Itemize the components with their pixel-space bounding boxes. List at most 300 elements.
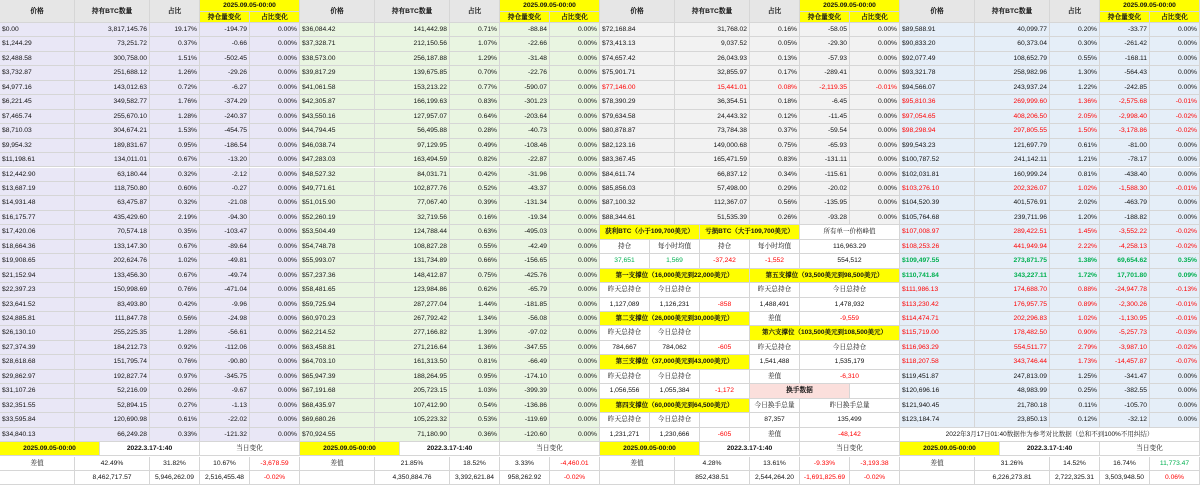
holding-cell[interactable]: 239,711.96: [975, 211, 1050, 225]
chg-cell[interactable]: -495.03: [500, 225, 550, 239]
price-cell[interactable]: $19,908.65: [0, 254, 75, 268]
pct-cell[interactable]: 0.81%: [1050, 168, 1100, 182]
chg-cell[interactable]: -1.13: [200, 399, 250, 413]
holding-cell[interactable]: 150,998.69: [75, 283, 150, 297]
pct-cell[interactable]: 2.05%: [1050, 110, 1100, 124]
pct-cell[interactable]: 0.36%: [450, 428, 500, 442]
pchg-cell[interactable]: 0.00%: [250, 283, 300, 297]
pct-cell[interactable]: 0.92%: [150, 341, 200, 355]
holding-cell[interactable]: 84,031.71: [375, 168, 450, 182]
price-cell[interactable]: $84,611.74: [600, 168, 675, 182]
footer-total-b[interactable]: 2,722,325.31: [1050, 471, 1100, 485]
blank[interactable]: [0, 471, 75, 485]
chg-cell[interactable]: -65.93: [800, 139, 850, 153]
pchg-cell[interactable]: 0.00%: [250, 52, 300, 66]
loss-hour[interactable]: -1,552: [750, 254, 800, 268]
pct-header[interactable]: 占比: [750, 0, 800, 23]
chg-cell[interactable]: -49.74: [200, 269, 250, 283]
pct-cell[interactable]: 0.95%: [150, 139, 200, 153]
holding-cell[interactable]: 112,367.07: [675, 196, 750, 210]
pct-cell[interactable]: 0.54%: [450, 399, 500, 413]
holding-cell[interactable]: 349,582.77: [75, 95, 150, 109]
price-cell[interactable]: $98,298.94: [900, 124, 975, 138]
pchg-cell[interactable]: 0.00%: [550, 341, 600, 355]
chg-cell[interactable]: -22.87: [500, 153, 550, 167]
price-cell[interactable]: $92,077.49: [900, 52, 975, 66]
chg-cell[interactable]: -454.75: [200, 124, 250, 138]
support-6[interactable]: 第六支撑位（103,500美元到108,500美元）: [750, 326, 900, 340]
pchg-cell[interactable]: 0.00%: [550, 81, 600, 95]
pchg-cell[interactable]: 0.00%: [1150, 37, 1200, 51]
pct-cell[interactable]: 0.89%: [1050, 298, 1100, 312]
chg-cell[interactable]: -135.95: [800, 196, 850, 210]
pct-cell[interactable]: 19.17%: [150, 23, 200, 37]
pct-cell[interactable]: 0.18%: [750, 95, 800, 109]
pct-cell[interactable]: 1.22%: [1050, 81, 1100, 95]
pchg-cell[interactable]: 0.00%: [550, 211, 600, 225]
price-cell[interactable]: $93,321.78: [900, 66, 975, 80]
s1-today[interactable]: 1,126,231: [650, 298, 700, 312]
pct-cell[interactable]: 0.49%: [450, 139, 500, 153]
footer-diff[interactable]: 差值: [0, 457, 75, 471]
footer-pct-a[interactable]: 31.26%: [975, 457, 1050, 471]
diff-label[interactable]: 差值: [750, 428, 800, 442]
pchg-cell[interactable]: 0.00%: [250, 182, 300, 196]
pchg-cell[interactable]: -0.02%: [1150, 110, 1200, 124]
pct-cell[interactable]: 1.26%: [150, 66, 200, 80]
holding-cell[interactable]: 192,827.74: [75, 370, 150, 384]
price-header[interactable]: 价格: [0, 0, 75, 23]
holding-cell[interactable]: 111,847.78: [75, 312, 150, 326]
profit-label[interactable]: 获利BTC（小于109,700美元）: [600, 225, 700, 239]
pchg-cell[interactable]: 0.00%: [250, 225, 300, 239]
chg-cell[interactable]: -131.11: [800, 153, 850, 167]
pct-cell[interactable]: 0.16%: [450, 211, 500, 225]
pchg-header[interactable]: 占比变化: [250, 12, 300, 24]
chg-cell[interactable]: -186.54: [200, 139, 250, 153]
r5-today[interactable]: 1,478,932: [800, 298, 900, 312]
pchg-cell[interactable]: 0.00%: [250, 124, 300, 138]
price-cell[interactable]: $83,367.45: [600, 153, 675, 167]
holding-cell[interactable]: 23,850.13: [975, 413, 1050, 427]
pct-cell[interactable]: 0.95%: [450, 370, 500, 384]
pct-cell[interactable]: 0.05%: [750, 37, 800, 51]
pct-cell[interactable]: 0.27%: [150, 399, 200, 413]
footer-pct-diff[interactable]: -9.33%: [800, 457, 850, 471]
chg-cell[interactable]: -24,947.78: [1100, 283, 1150, 297]
s2-today[interactable]: 784,062: [650, 341, 700, 355]
holding-cell[interactable]: 149,000.68: [675, 139, 750, 153]
today-label[interactable]: 今日总持仓: [800, 341, 900, 355]
price-cell[interactable]: $120,696.16: [900, 384, 975, 398]
chg-cell[interactable]: -33.77: [1100, 23, 1150, 37]
holding-cell[interactable]: 247,813.09: [975, 370, 1050, 384]
pct-cell[interactable]: 0.28%: [450, 124, 500, 138]
price-cell[interactable]: $114,474.71: [900, 312, 975, 326]
footer-total-diff[interactable]: 958,262.92: [500, 471, 550, 485]
price-cell[interactable]: $44,794.45: [300, 124, 375, 138]
pct-header[interactable]: 占比: [450, 0, 500, 23]
pchg-header[interactable]: 占比变化: [1150, 12, 1200, 24]
chg-header[interactable]: 持仓量变化: [800, 12, 850, 24]
footer-ref[interactable]: 2022.3.17-1:40: [700, 442, 800, 456]
price-cell[interactable]: $109,497.55: [900, 254, 975, 268]
holding-cell[interactable]: 161,313.50: [375, 355, 450, 369]
holding-cell[interactable]: 176,957.75: [975, 298, 1050, 312]
chg-cell[interactable]: -4,258.13: [1100, 240, 1150, 254]
pchg-cell[interactable]: 0.00%: [850, 52, 900, 66]
holding-cell[interactable]: 133,456.30: [75, 269, 150, 283]
pchg-cell[interactable]: 0.00%: [850, 168, 900, 182]
holding-cell[interactable]: 139,675.85: [375, 66, 450, 80]
price-cell[interactable]: $8,710.03: [0, 124, 75, 138]
price-cell[interactable]: $48,527.32: [300, 168, 375, 182]
pchg-cell[interactable]: 0.00%: [550, 52, 600, 66]
pchg-cell[interactable]: 0.00%: [1150, 399, 1200, 413]
pchg-cell[interactable]: 0.00%: [850, 196, 900, 210]
chg-cell[interactable]: -20.02: [800, 182, 850, 196]
holding-cell[interactable]: 108,827.28: [375, 240, 450, 254]
pct-cell[interactable]: 0.70%: [450, 66, 500, 80]
pct-cell[interactable]: 1.30%: [1050, 66, 1100, 80]
pchg-cell[interactable]: 0.00%: [850, 153, 900, 167]
chg-cell[interactable]: -66.49: [500, 355, 550, 369]
chg-cell[interactable]: -119.69: [500, 413, 550, 427]
chg-cell[interactable]: -93.28: [800, 211, 850, 225]
chg-cell[interactable]: -156.65: [500, 254, 550, 268]
yday-label[interactable]: 昨天总持仓: [600, 413, 650, 427]
holding-cell[interactable]: 120,690.98: [75, 413, 150, 427]
pchg-cell[interactable]: 0.00%: [1150, 81, 1200, 95]
price-cell[interactable]: $113,230.42: [900, 298, 975, 312]
footer-total-a[interactable]: 6,226,273.81: [975, 471, 1050, 485]
loss-value[interactable]: -37,242: [700, 254, 750, 268]
chg-cell[interactable]: -0.27: [200, 182, 250, 196]
price-cell[interactable]: $37,328.71: [300, 37, 375, 51]
chg-cell[interactable]: -57.93: [800, 52, 850, 66]
footer-date[interactable]: 2025.09.05-00:00: [0, 442, 100, 456]
pchg-cell[interactable]: 0.00%: [550, 37, 600, 51]
price-cell[interactable]: $85,856.03: [600, 182, 675, 196]
pchg-cell[interactable]: 0.00%: [550, 269, 600, 283]
price-cell[interactable]: $7,465.74: [0, 110, 75, 124]
chg-header[interactable]: 持仓量变化: [200, 12, 250, 24]
chg-cell[interactable]: -29.30: [800, 37, 850, 51]
pct-cell[interactable]: 1.02%: [1050, 182, 1100, 196]
holding-cell[interactable]: 160,999.24: [975, 168, 1050, 182]
pchg-cell[interactable]: 0.00%: [250, 23, 300, 37]
price-cell[interactable]: $3,732.87: [0, 66, 75, 80]
price-cell[interactable]: $75,901.71: [600, 66, 675, 80]
chg-cell[interactable]: -56.08: [500, 312, 550, 326]
chg-cell[interactable]: -22.76: [500, 66, 550, 80]
pct-header[interactable]: 占比: [150, 0, 200, 23]
footer-today-chg[interactable]: 当日变化: [200, 442, 300, 456]
price-cell[interactable]: $62,214.52: [300, 326, 375, 340]
s4-yday[interactable]: 1,231,271: [600, 428, 650, 442]
chg-cell[interactable]: -341.47: [1100, 370, 1150, 384]
pchg-cell[interactable]: 0.00%: [250, 298, 300, 312]
holding-cell[interactable]: 165,471.59: [675, 153, 750, 167]
holding-cell[interactable]: 251,688.12: [75, 66, 150, 80]
pchg-cell[interactable]: 0.00%: [250, 341, 300, 355]
holding-cell[interactable]: 212,150.56: [375, 37, 450, 51]
holding-cell[interactable]: 57,498.00: [675, 182, 750, 196]
chg-cell[interactable]: -40.73: [500, 124, 550, 138]
price-cell[interactable]: $26,130.10: [0, 326, 75, 340]
chg-cell[interactable]: -564.43: [1100, 66, 1150, 80]
holding-cell[interactable]: 153,213.22: [375, 81, 450, 95]
blank[interactable]: [600, 471, 675, 485]
price-cell[interactable]: $103,276.10: [900, 182, 975, 196]
price-cell[interactable]: $24,885.81: [0, 312, 75, 326]
reference-note[interactable]: 2022年3月17日01:40数据作为参考对比数据（总和不到100%不用纠结）: [900, 428, 1200, 442]
holding-cell[interactable]: 133,147.30: [75, 240, 150, 254]
price-cell[interactable]: $74,657.42: [600, 52, 675, 66]
pct-cell[interactable]: 0.12%: [1050, 413, 1100, 427]
pchg-cell[interactable]: 0.00%: [850, 182, 900, 196]
price-cell[interactable]: $14,931.48: [0, 196, 75, 210]
holding-cell[interactable]: 66,249.28: [75, 428, 150, 442]
price-cell[interactable]: $34,840.13: [0, 428, 75, 442]
pct-cell[interactable]: 0.13%: [750, 52, 800, 66]
pct-cell[interactable]: 2.02%: [1050, 196, 1100, 210]
price-cell[interactable]: $17,420.06: [0, 225, 75, 239]
pct-cell[interactable]: 0.72%: [150, 81, 200, 95]
holding-cell[interactable]: 343,746.44: [975, 355, 1050, 369]
holding-cell[interactable]: 24,443.32: [675, 110, 750, 124]
chg-cell[interactable]: -56.61: [200, 326, 250, 340]
price-cell[interactable]: $108,253.26: [900, 240, 975, 254]
chg-cell[interactable]: -345.75: [200, 370, 250, 384]
holding-cell[interactable]: 102,877.76: [375, 182, 450, 196]
holding-cell[interactable]: 131,734.89: [375, 254, 450, 268]
pct-cell[interactable]: 1.44%: [450, 298, 500, 312]
price-cell[interactable]: $59,725.94: [300, 298, 375, 312]
pchg-cell[interactable]: -0.03%: [1150, 326, 1200, 340]
pchg-cell[interactable]: 0.00%: [550, 399, 600, 413]
r6-diff[interactable]: -6,310: [800, 370, 900, 384]
holding-cell[interactable]: 163,494.59: [375, 153, 450, 167]
blank[interactable]: [700, 370, 750, 384]
loss-label[interactable]: 亏损BTC（大于109,700美元）: [700, 225, 800, 239]
pct-cell[interactable]: 0.82%: [450, 153, 500, 167]
price-cell[interactable]: $102,031.81: [900, 168, 975, 182]
holding-cell[interactable]: 408,206.50: [975, 110, 1050, 124]
pchg-cell[interactable]: -0.01%: [1150, 298, 1200, 312]
holding-cell[interactable]: 71,180.90: [375, 428, 450, 442]
pchg-cell[interactable]: 0.00%: [550, 168, 600, 182]
pct-cell[interactable]: 0.55%: [1050, 52, 1100, 66]
chg-cell[interactable]: -31.48: [500, 52, 550, 66]
price-cell[interactable]: $9,954.32: [0, 139, 75, 153]
holding-cell[interactable]: 267,792.42: [375, 312, 450, 326]
pct-cell[interactable]: 0.56%: [750, 196, 800, 210]
holding-cell[interactable]: 141,442.98: [375, 23, 450, 37]
pchg-cell[interactable]: 0.00%: [550, 153, 600, 167]
pchg-cell[interactable]: 0.00%: [550, 370, 600, 384]
pct-cell[interactable]: 1.02%: [150, 254, 200, 268]
footer-pct-b[interactable]: 14.52%: [1050, 457, 1100, 471]
r6-yday[interactable]: 1,541,488: [750, 355, 800, 369]
chg-cell[interactable]: -89.64: [200, 240, 250, 254]
chg-cell[interactable]: -105.70: [1100, 399, 1150, 413]
chg-cell[interactable]: -131.34: [500, 196, 550, 210]
s2-diff[interactable]: -605: [700, 341, 750, 355]
pct-cell[interactable]: 2.79%: [1050, 341, 1100, 355]
pct-cell[interactable]: 1.73%: [1050, 355, 1100, 369]
yday-label[interactable]: 昨天总持仓: [600, 283, 650, 297]
pct-cell[interactable]: 1.02%: [1050, 312, 1100, 326]
pct-cell[interactable]: 0.35%: [150, 225, 200, 239]
pchg-cell[interactable]: 0.00%: [250, 413, 300, 427]
pct-cell[interactable]: 0.83%: [450, 95, 500, 109]
holding-cell[interactable]: 297,805.55: [975, 124, 1050, 138]
chg-cell[interactable]: -0.66: [200, 37, 250, 51]
pchg-cell[interactable]: 0.00%: [850, 95, 900, 109]
pchg-cell[interactable]: 0.00%: [250, 254, 300, 268]
holding-cell[interactable]: 108,652.79: [975, 52, 1050, 66]
holding-cell[interactable]: 343,227.11: [975, 269, 1050, 283]
blank[interactable]: [700, 413, 750, 427]
pchg-cell[interactable]: -0.01%: [850, 81, 900, 95]
footer-chg[interactable]: -3,193.38: [850, 457, 900, 471]
pchg-header[interactable]: 占比变化: [850, 12, 900, 24]
price-cell[interactable]: $105,764.68: [900, 211, 975, 225]
price-cell[interactable]: $90,833.20: [900, 37, 975, 51]
chg-cell[interactable]: -42.49: [500, 240, 550, 254]
holding-cell[interactable]: 277,166.82: [375, 326, 450, 340]
peak-value[interactable]: 116,963.29: [800, 240, 900, 254]
pct-cell[interactable]: 1.03%: [450, 384, 500, 398]
price-cell[interactable]: $18,664.36: [0, 240, 75, 254]
chg-cell[interactable]: -2,998.40: [1100, 110, 1150, 124]
footer-pct-diff[interactable]: 10.67%: [200, 457, 250, 471]
pct-header[interactable]: 占比: [1050, 0, 1100, 23]
blank[interactable]: [700, 326, 750, 340]
chg-cell[interactable]: -3,987.10: [1100, 341, 1150, 355]
pct-cell[interactable]: 1.38%: [1050, 254, 1100, 268]
footer-total-a[interactable]: 8,462,717.57: [75, 471, 150, 485]
holding-cell[interactable]: 123,984.86: [375, 283, 450, 297]
chg-cell[interactable]: -425.76: [500, 269, 550, 283]
footer-pchg[interactable]: -0.02%: [850, 471, 900, 485]
pct-cell[interactable]: 1.51%: [150, 52, 200, 66]
pct-cell[interactable]: 0.32%: [150, 168, 200, 182]
holding-cell[interactable]: 441,949.94: [975, 240, 1050, 254]
holding-cell[interactable]: 188,264.95: [375, 370, 450, 384]
pchg-cell[interactable]: 0.00%: [850, 124, 900, 138]
pchg-cell[interactable]: 0.00%: [250, 168, 300, 182]
holding-cell[interactable]: 205,723.15: [375, 384, 450, 398]
hour-avg-label[interactable]: 每小时均值: [750, 240, 800, 254]
pchg-cell[interactable]: 0.00%: [550, 124, 600, 138]
today-label[interactable]: 今日总持仓: [650, 326, 700, 340]
chg-cell[interactable]: -24.98: [200, 312, 250, 326]
pchg-cell[interactable]: 0.35%: [1150, 254, 1200, 268]
s4-diff[interactable]: -605: [700, 428, 750, 442]
footer-total-diff[interactable]: -1,691,825.69: [800, 471, 850, 485]
pct-cell[interactable]: 0.63%: [450, 225, 500, 239]
pct-cell[interactable]: 2.22%: [1050, 240, 1100, 254]
footer-total-diff[interactable]: 2,516,455.48: [200, 471, 250, 485]
chg-cell[interactable]: -471.04: [200, 283, 250, 297]
support-2[interactable]: 第二支撑位（26,000美元到30,000美元）: [600, 312, 750, 326]
holding-cell[interactable]: 273,871.75: [975, 254, 1050, 268]
holding-cell[interactable]: 52,216.09: [75, 384, 150, 398]
pct-cell[interactable]: 0.60%: [150, 182, 200, 196]
pchg-cell[interactable]: 0.00%: [550, 283, 600, 297]
chg-cell[interactable]: -289.41: [800, 66, 850, 80]
pchg-cell[interactable]: 0.00%: [1150, 384, 1200, 398]
date-header[interactable]: 2025.09.05-00:00: [200, 0, 300, 12]
pchg-cell[interactable]: -0.02%: [1150, 341, 1200, 355]
price-cell[interactable]: $73,413.13: [600, 37, 675, 51]
price-cell[interactable]: $118,207.58: [900, 355, 975, 369]
profit-value[interactable]: 37,651: [600, 254, 650, 268]
chg-cell[interactable]: -81.00: [1100, 139, 1150, 153]
pchg-cell[interactable]: 0.00%: [250, 66, 300, 80]
holding-cell[interactable]: 202,624.76: [75, 254, 150, 268]
yday-label[interactable]: 昨天总持仓: [750, 283, 800, 297]
pchg-cell[interactable]: 0.00%: [550, 384, 600, 398]
holding-cell[interactable]: 70,574.18: [75, 225, 150, 239]
price-cell[interactable]: $58,481.65: [300, 283, 375, 297]
pchg-cell[interactable]: -0.02%: [1150, 240, 1200, 254]
chg-cell[interactable]: -136.86: [500, 399, 550, 413]
pct-cell[interactable]: 1.25%: [1050, 370, 1100, 384]
price-cell[interactable]: $104,520.39: [900, 196, 975, 210]
pct-cell[interactable]: 0.26%: [750, 211, 800, 225]
holding-cell[interactable]: 289,422.51: [975, 225, 1050, 239]
profit-hour[interactable]: 1,569: [650, 254, 700, 268]
holding-cell[interactable]: 143,012.63: [75, 81, 150, 95]
s1-yday[interactable]: 1,127,089: [600, 298, 650, 312]
chg-cell[interactable]: -14,457.87: [1100, 355, 1150, 369]
holding-cell[interactable]: 31,768.02: [675, 23, 750, 37]
pchg-cell[interactable]: 0.00%: [250, 240, 300, 254]
pct-cell[interactable]: 0.33%: [150, 428, 200, 442]
chg-header[interactable]: 持仓量变化: [1100, 12, 1150, 24]
price-cell[interactable]: $100,787.52: [900, 153, 975, 167]
chg-cell[interactable]: -59.54: [800, 124, 850, 138]
pchg-cell[interactable]: 0.00%: [850, 23, 900, 37]
holding-cell[interactable]: 166,199.63: [375, 95, 450, 109]
turn-total-label[interactable]: 今日换手总量: [750, 399, 800, 413]
footer-date[interactable]: 2025.09.05-00:00: [600, 442, 700, 456]
pchg-cell[interactable]: 0.00%: [850, 211, 900, 225]
chg-cell[interactable]: -19.34: [500, 211, 550, 225]
chg-cell[interactable]: -2,119.35: [800, 81, 850, 95]
pchg-cell[interactable]: 0.00%: [1150, 413, 1200, 427]
footer-diff[interactable]: 差值: [600, 457, 675, 471]
pchg-cell[interactable]: 0.00%: [1150, 370, 1200, 384]
price-header[interactable]: 价格: [600, 0, 675, 23]
footer-pchg[interactable]: -0.02%: [250, 471, 300, 485]
holding-cell[interactable]: 21,780.18: [975, 399, 1050, 413]
pct-cell[interactable]: 2.19%: [150, 211, 200, 225]
holding-cell[interactable]: 243,937.24: [975, 81, 1050, 95]
pct-cell[interactable]: 0.75%: [750, 139, 800, 153]
price-cell[interactable]: $111,986.13: [900, 283, 975, 297]
today-label[interactable]: 今日总持仓: [650, 413, 700, 427]
holding-cell[interactable]: 83,493.80: [75, 298, 150, 312]
pct-cell[interactable]: 0.76%: [150, 355, 200, 369]
pchg-cell[interactable]: 0.00%: [550, 196, 600, 210]
price-cell[interactable]: $123,184.74: [900, 413, 975, 427]
chg-cell[interactable]: -2,300.26: [1100, 298, 1150, 312]
holding-cell[interactable]: 48,983.99: [975, 384, 1050, 398]
